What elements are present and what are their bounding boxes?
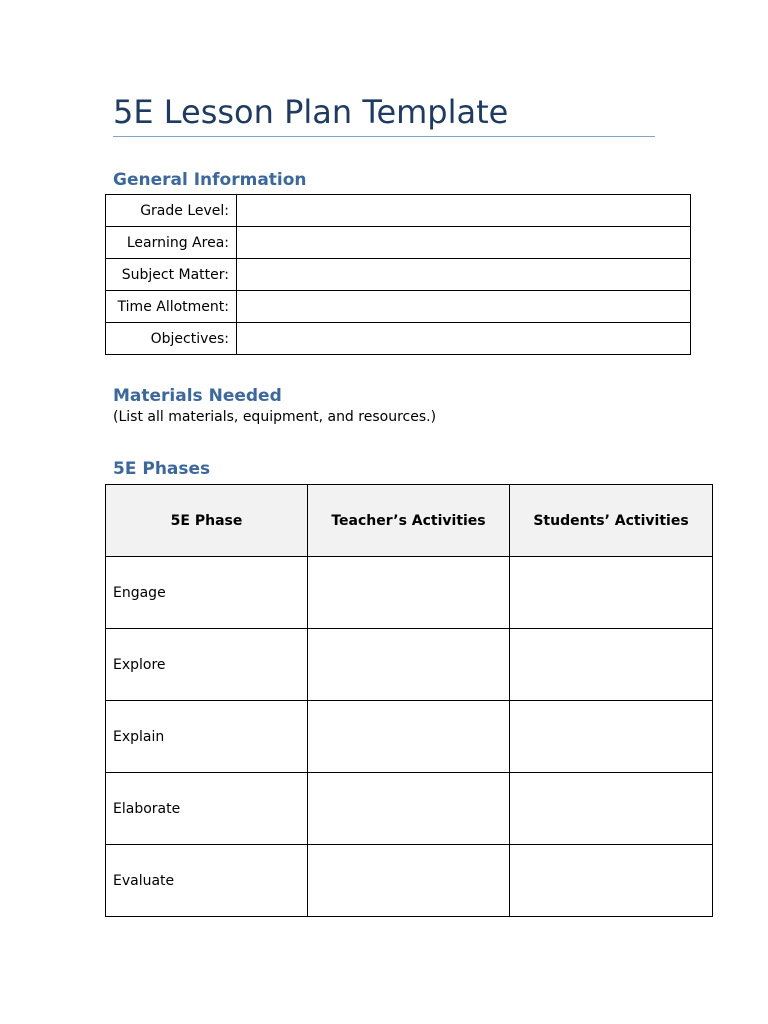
students-activities-cell[interactable] (510, 701, 713, 773)
general-information-heading: General Information (113, 170, 307, 190)
subject-matter-field[interactable] (237, 259, 691, 291)
teacher-activities-cell[interactable] (308, 701, 510, 773)
phase-explore: Explore (106, 629, 308, 701)
grade-level-field[interactable] (237, 195, 691, 227)
phase-explain: Explain (106, 701, 308, 773)
objectives-label: Objectives: (106, 323, 237, 355)
students-activities-cell[interactable] (510, 845, 713, 917)
grade-level-label: Grade Level: (106, 195, 237, 227)
students-activities-cell[interactable] (510, 629, 713, 701)
table-header-row (106, 485, 713, 557)
table-row (106, 629, 713, 701)
learning-area-field[interactable] (237, 227, 691, 259)
phase-engage: Engage (106, 557, 308, 629)
phase-elaborate: Elaborate (106, 773, 308, 845)
time-allotment-field[interactable] (237, 291, 691, 323)
5e-phases-table (105, 484, 713, 917)
time-allotment-label: Time Allotment: (106, 291, 237, 323)
teacher-activities-cell[interactable] (308, 629, 510, 701)
table-row (106, 195, 691, 227)
students-activities-cell[interactable] (510, 557, 713, 629)
learning-area-label: Learning Area: (106, 227, 237, 259)
column-header-students-activities: Students’ Activities (510, 485, 713, 557)
column-header-phase: 5E Phase (106, 485, 308, 557)
students-activities-cell[interactable] (510, 773, 713, 845)
objectives-field[interactable] (237, 323, 691, 355)
document-title: 5E Lesson Plan Template (113, 93, 509, 131)
table-row (106, 845, 713, 917)
table-row (106, 227, 691, 259)
teacher-activities-cell[interactable] (308, 845, 510, 917)
table-row (106, 773, 713, 845)
title-underline (113, 136, 655, 137)
table-row (106, 291, 691, 323)
table-row (106, 323, 691, 355)
subject-matter-label: Subject Matter: (106, 259, 237, 291)
materials-instruction: (List all materials, equipment, and resources.) (113, 409, 437, 425)
teacher-activities-cell[interactable] (308, 557, 510, 629)
general-information-table (105, 194, 691, 355)
column-header-teacher-activities: Teacher’s Activities (308, 485, 510, 557)
teacher-activities-cell[interactable] (308, 773, 510, 845)
phase-evaluate: Evaluate (106, 845, 308, 917)
table-row (106, 557, 713, 629)
5e-phases-heading: 5E Phases (113, 459, 211, 479)
materials-needed-heading: Materials Needed (113, 386, 282, 406)
table-row (106, 701, 713, 773)
table-row (106, 259, 691, 291)
